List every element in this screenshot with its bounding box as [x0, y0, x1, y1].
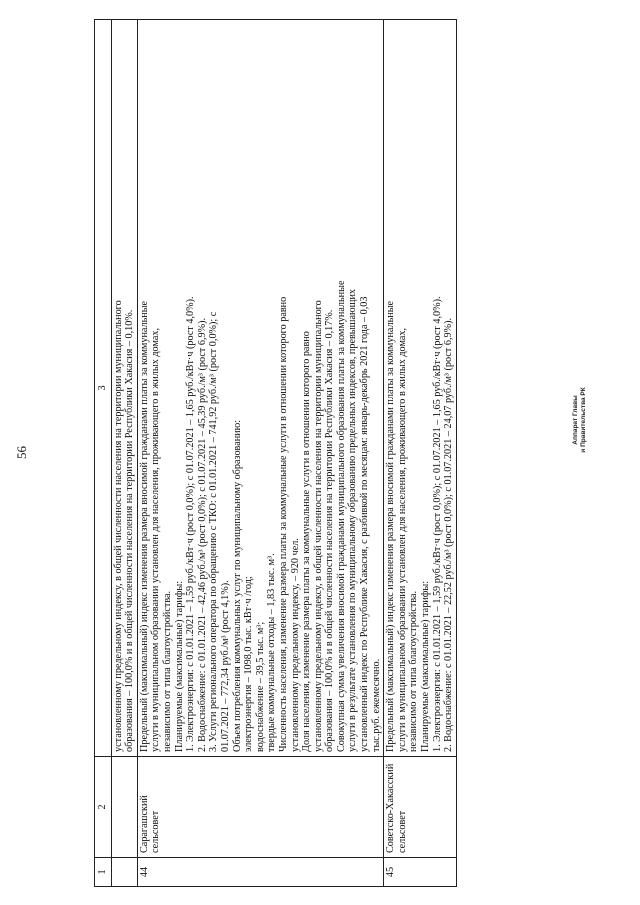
- municipality-name: [111, 757, 137, 858]
- text-line: установленному предельному индексу, – 920 чел.: [289, 538, 301, 752]
- text-line: установленному предельному индексу, в общей численности населения на территории муниципального: [112, 300, 124, 752]
- text-line: независимо от типа благоустройства.: [161, 590, 173, 752]
- text-line: 01.07.2021 – 772,34 руб./м³ (рост 4,1%).: [219, 580, 231, 752]
- text-line: услуги в результате установления по муниципальному образованию предельных индексов, превышающих: [347, 289, 359, 752]
- text-line: 2. Водоснабжение: с 01.01.2021 – 42,46 руб./м³ (рост 0,0%); с 01.07.2021 – 45,39 руб./м³ (рост 6,9%).: [196, 317, 208, 752]
- page-number: 56: [14, 446, 29, 459]
- row-description: [111, 20, 137, 757]
- row-number: 45: [384, 858, 457, 887]
- text-line: 3. Услуги регионального оператора по обращению с ТКО: с 01.01.2021 – 741,92 руб./м³ (рост 0,0%); с: [208, 311, 220, 752]
- text-line: твердые коммунальные отходы – 1,83 тыс. м³.: [266, 553, 278, 752]
- text-line: установленный индекс по Республике Хакасия, с разбивкой по месяцам: январь-декабрь 2021 года – 0,03: [359, 296, 371, 752]
- text-line: установленному предельному индексу, в общей численности населения на территории муниципального: [312, 300, 324, 752]
- header-col-3: 3: [95, 20, 112, 757]
- text-line: Объем потребления коммунальных услуг по муниципальному образованию:: [231, 419, 243, 752]
- text-line: Предельный (максимальный) индекс изменения размера вносимой гражданами платы за коммунальные: [385, 300, 397, 752]
- text-line: Численность населения, изменение размера платы за коммунальные услуги в отношении которого равно: [277, 296, 289, 752]
- header-col-1: 1: [95, 858, 112, 887]
- row-description: [137, 20, 383, 757]
- text-line: водоснабжение – 39,5 тыс. м³;: [254, 621, 266, 752]
- text-line: Совокупная сумма увеличения вносимой гражданами муниципального образования платы за коммунальные: [335, 280, 347, 752]
- table-row: [111, 20, 137, 887]
- text-line: тыс.руб. ежемесячно.: [370, 658, 382, 752]
- text-line: образования – 100,0% и в общей численности населения на территории Республики Хакасия – 0,10%.: [124, 309, 136, 752]
- text-line: Планируемые (максимальные) тарифы:: [420, 580, 432, 752]
- text-line: Доля населения, изменение размера платы за коммунальные услуги в отношении которого равно: [301, 331, 313, 752]
- text-line: 2. Водоснабжение: с 01.01.2021 – 22,52 руб./м³ (рост 0,0%); с 01.07.2021 – 24,07 руб./м³ (рост 6,9%).: [443, 317, 455, 752]
- text-line: образования – 100,0% и в общей численности населения на территории Республики Хакасия – 0,17%.: [324, 309, 336, 752]
- office-stamp: [572, 365, 588, 475]
- text-line: электроэнергия – 1098,0 тыс. кВт·ч /год;: [243, 576, 255, 752]
- text-line: услуги в муниципальном образовании установлен для населения, проживающего в жилых домах,: [396, 328, 408, 752]
- text-line: 1. Электроэнергия: с 01.01.2021 – 1,59 руб./кВт·ч (рост 0,0%); с 01.07.2021 – 1,65 руб./кВт·ч (рост 4,0%).: [431, 296, 443, 752]
- stamp-line: Аппарат Главы: [572, 395, 579, 445]
- municipality-name: Советско-Хакасский сельсовет: [384, 757, 457, 858]
- row-description: [384, 20, 457, 757]
- text-line: услуги в муниципальном образовании установлен для населения, проживающего в жилых домах,: [150, 328, 162, 752]
- header-row: [95, 20, 112, 887]
- table-row: [137, 20, 383, 887]
- text-line: Предельный (максимальный) индекс изменения размера вносимой гражданами платы за коммунальные: [138, 300, 150, 752]
- row-number: [111, 858, 137, 887]
- row-number: 44: [137, 858, 383, 887]
- text-line: независимо от типа благоустройства.: [408, 590, 420, 752]
- utility-index-table: [94, 19, 457, 887]
- municipality-name: Сарагашский сельсовет: [137, 757, 383, 858]
- header-col-2: 2: [95, 757, 112, 858]
- stamp-line: и Правительства РК: [580, 387, 587, 453]
- text-line: 1. Электроэнергия: с 01.01.2021 – 1,59 руб./кВт·ч (рост 0,0%); с 01.07.2021 – 1,65 руб./кВт·ч (рост 4,0%).: [185, 296, 197, 752]
- text-line: Планируемые (максимальные) тарифы:: [173, 580, 185, 752]
- table-row: [384, 20, 457, 887]
